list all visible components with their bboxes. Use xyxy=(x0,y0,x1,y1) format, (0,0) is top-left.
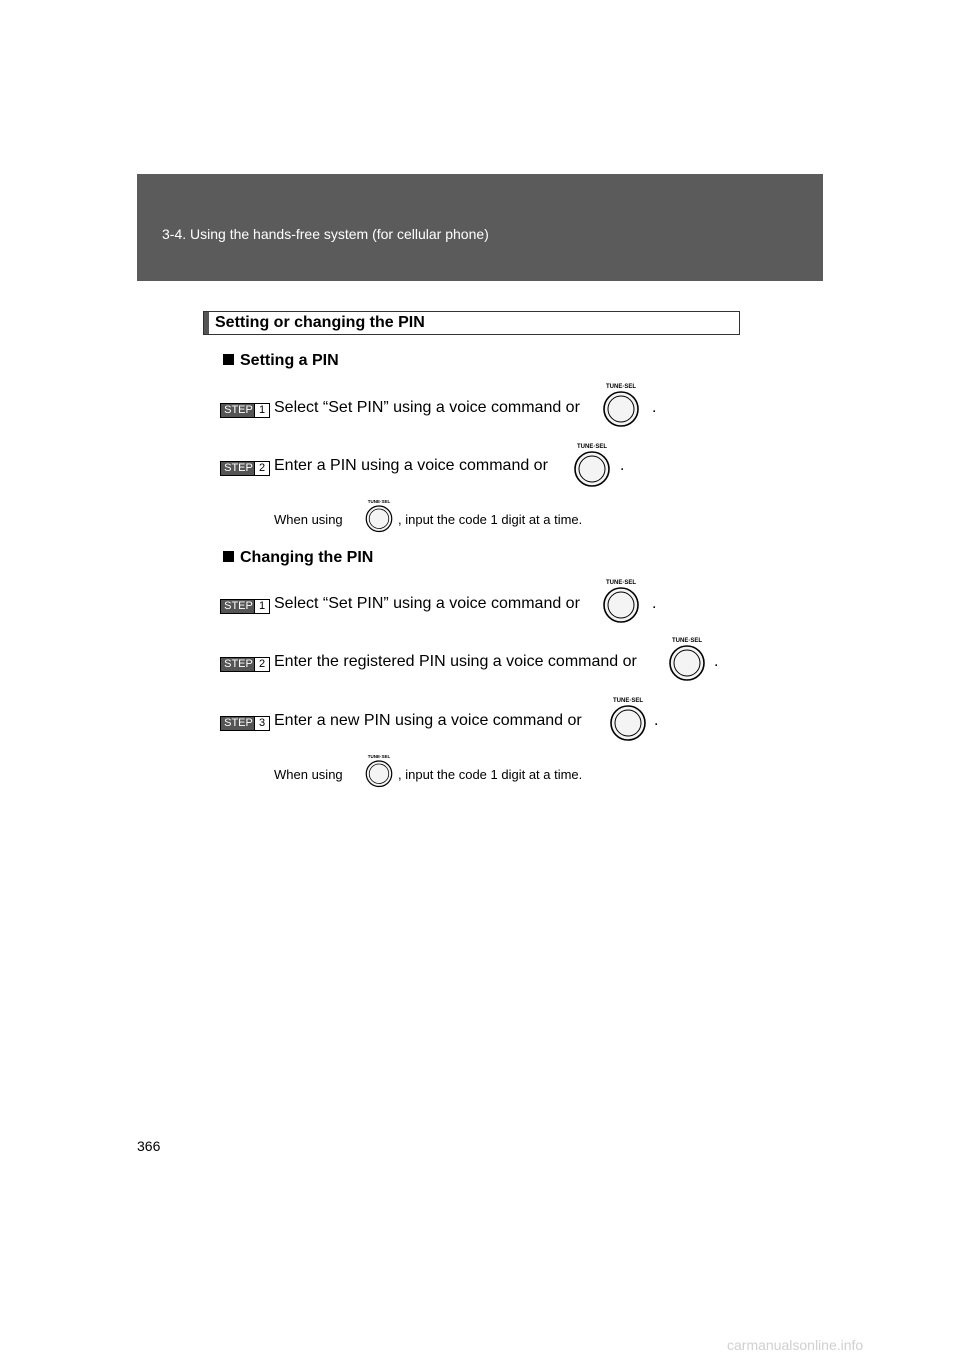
setting-note: When using xyxy=(274,512,343,527)
changing-note-end: , input the code 1 digit at a time. xyxy=(398,767,583,782)
setting-note-end: , input the code 1 digit at a time. xyxy=(398,512,583,527)
section-title-text: Setting or changing the PIN xyxy=(215,314,425,331)
subheading-setting: Setting a PIN xyxy=(223,352,339,370)
subheading-changing: Changing the PIN xyxy=(223,549,373,567)
step-badge: STEP 3 xyxy=(220,716,270,731)
svg-text:TUNE·SEL: TUNE·SEL xyxy=(606,384,636,390)
tune-sel-knob-icon xyxy=(572,440,612,493)
section-title-bar xyxy=(204,312,209,334)
square-bullet-icon xyxy=(223,551,234,562)
step-text: Enter a new PIN using a voice command or xyxy=(274,712,582,729)
svg-text:TUNE·SEL: TUNE·SEL xyxy=(367,499,391,504)
tune-sel-knob-icon xyxy=(364,751,394,794)
watermark: carmanualsonline.info xyxy=(727,1337,864,1353)
tune-sel-knob-icon xyxy=(601,576,641,629)
chapter-title: 3-4. Using the hands-free system (for cellular phone) xyxy=(162,226,489,242)
tune-sel-knob-icon xyxy=(364,496,394,539)
page-number: 366 xyxy=(137,1138,161,1154)
tune-sel-knob-icon xyxy=(608,694,648,747)
step-badge: STEP 1 xyxy=(220,403,270,418)
svg-text:TUNE·SEL: TUNE·SEL xyxy=(367,754,391,759)
svg-text:TUNE·SEL: TUNE·SEL xyxy=(577,444,607,450)
step-text: Select “Set PIN” using a voice command or xyxy=(274,595,580,612)
section-title xyxy=(203,311,740,335)
svg-text:TUNE·SEL: TUNE·SEL xyxy=(606,580,636,586)
square-bullet-icon xyxy=(223,354,234,365)
step-text: Enter a PIN using a voice command or xyxy=(274,457,548,474)
step-text: Enter the registered PIN using a voice command or xyxy=(274,653,637,670)
step-text: Select “Set PIN” using a voice command or xyxy=(274,399,580,416)
changing-note: When using xyxy=(274,767,343,782)
step-badge: STEP 2 xyxy=(220,461,270,476)
tune-sel-knob-icon xyxy=(601,380,641,433)
step-badge: STEP 1 xyxy=(220,599,270,614)
tune-sel-knob-icon xyxy=(667,634,707,687)
step-badge: STEP 2 xyxy=(220,657,270,672)
svg-text:TUNE·SEL: TUNE·SEL xyxy=(672,638,702,644)
svg-text:TUNE·SEL: TUNE·SEL xyxy=(613,698,643,704)
chapter-header xyxy=(137,174,823,281)
